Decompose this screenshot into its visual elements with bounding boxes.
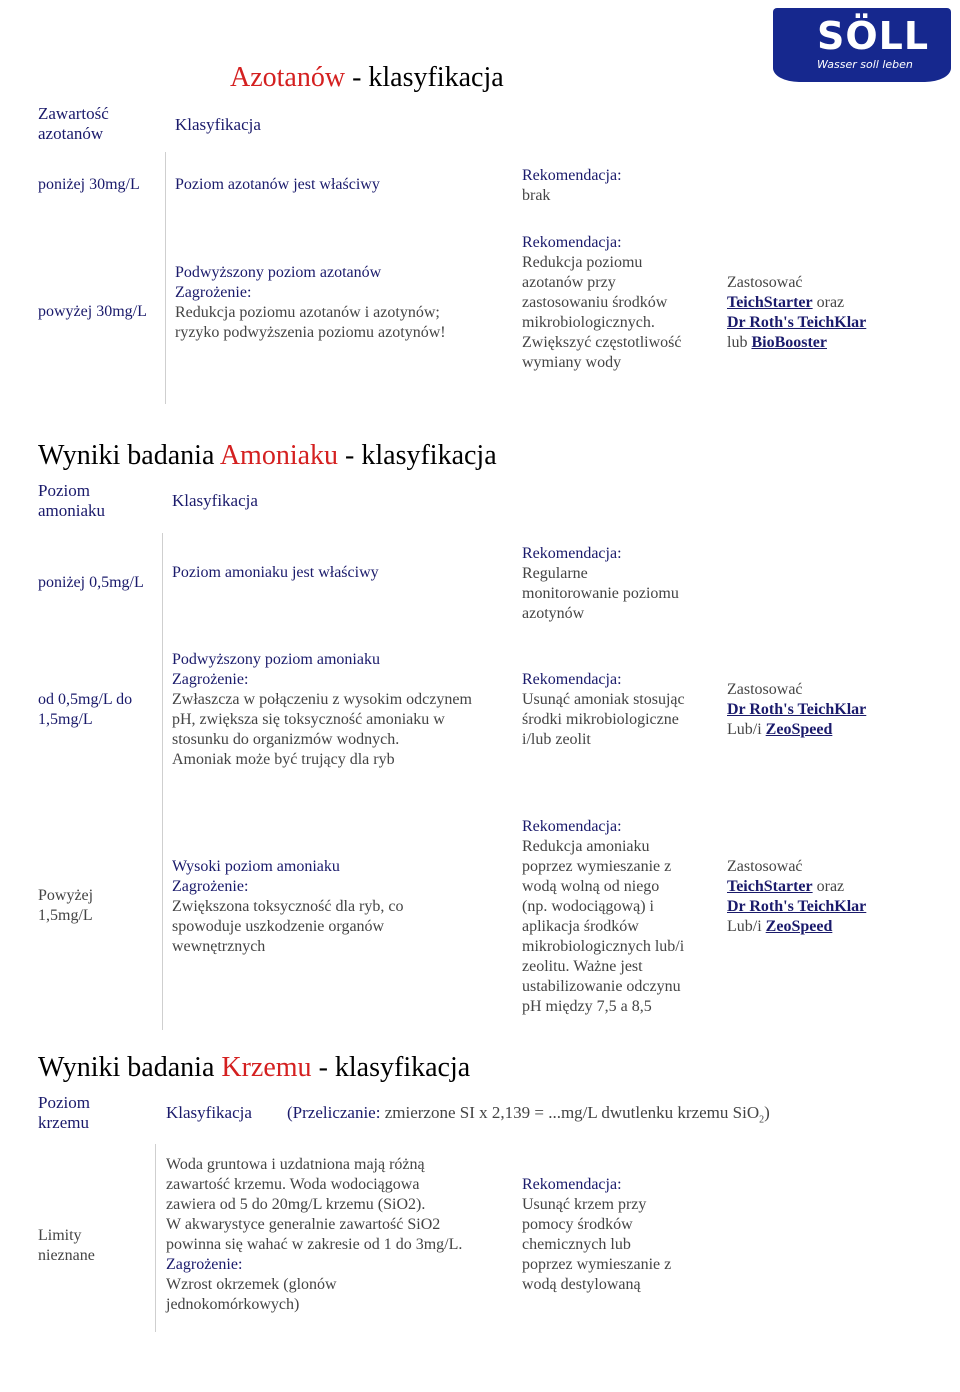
ammonia-row3-products: Zastosować TeichStarter oraz Dr Roth's TeichKlar Lub/i ZeoSpeed	[727, 858, 867, 935]
ammonia-divider	[162, 533, 163, 1030]
nitrate-row2-rec: Rekomendacja: Redukcja poziomu azotanów przy zastosowaniu środków mikrobiologicznych. Zwiększyć częstotliwość wymiany wody	[522, 234, 682, 371]
nitrate-divider	[165, 152, 166, 404]
nitrate-row1-class: Poziom azotanów jest właściwy	[175, 176, 380, 193]
rec-label: Rekomendacja:	[522, 234, 622, 251]
product-link-teichklar[interactable]: Dr Roth's TeichKlar	[727, 898, 867, 915]
nitrate-row2-products: Zastosować TeichStarter oraz Dr Roth's TeichKlar lub BioBooster	[727, 274, 867, 351]
silicon-row-rec: Rekomendacja: Usunąć krzem przy pomocy środków chemicznych lub poprzez wymieszanie z wodą destylowaną	[522, 1176, 672, 1293]
ammonia-row3-class: Wysoki poziom amoniaku Zagrożenie: Zwiększona toksyczność dla ryb, co spowoduje uszkodzenie organów wewnętrznych	[172, 858, 404, 955]
ammonia-row1-level: poniżej 0,5mg/L	[38, 574, 144, 591]
ammonia-row3-level: Powyżej 1,5mg/L	[38, 887, 94, 924]
logo-text: SÖLL	[817, 14, 930, 58]
ammonia-row2-products: Zastosować Dr Roth's TeichKlar Lub/i ZeoSpeed	[727, 681, 867, 738]
silicon-title: Wyniki badania Krzemu - klasyfikacja	[38, 1052, 471, 1083]
product-link-zeospeed[interactable]: ZeoSpeed	[765, 918, 833, 935]
silicon-col-level: Poziom krzemu	[38, 1093, 90, 1132]
ammonia-row3-rec: Rekomendacja: Redukcja amoniaku poprzez wymieszanie z wodą wolną od niego (np. wodociągową) i aplikacja środków mikrobiologicznych lub/i zeolitu. Ważne jest ustabilizowanie odczynu pH między 7,5 a 8,5	[522, 818, 685, 1015]
product-link-teichstarter[interactable]: TeichStarter	[727, 294, 813, 311]
nitrate-title	[230, 62, 504, 94]
product-link-teichklar[interactable]: Dr Roth's TeichKlar	[727, 314, 867, 331]
product-link-biobooster[interactable]: BioBooster	[751, 334, 827, 351]
ammonia-col-level: Poziom amoniaku	[38, 481, 106, 520]
rec-label: Rekomendacja:	[522, 167, 622, 184]
silicon-conversion: (Przeliczanie: zmierzone SI x 2,139 = ...mg/L dwutlenku krzemu SiO$_2$)	[287, 1103, 770, 1126]
logo-tagline: Wasser soll leben	[817, 58, 913, 71]
nitrate-row1-rec: Rekomendacja: brak	[522, 167, 622, 204]
silicon-divider	[155, 1144, 156, 1332]
ammonia-row2-level: od 0,5mg/L do 1,5mg/L	[38, 691, 133, 728]
nitrate-col-class: Klasyfikacja	[175, 115, 261, 134]
silicon-row-level: Limity nieznane	[38, 1227, 95, 1264]
nitrate-title-rest: - klasyfikacja	[345, 62, 504, 93]
rec-label: Rekomendacja:	[522, 545, 622, 562]
product-link-zeospeed[interactable]: ZeoSpeed	[765, 721, 833, 738]
ammonia-title: Wyniki badania Amoniaku - klasyfikacja	[38, 440, 497, 471]
nitrate-row1-level: poniżej 30mg/L	[38, 176, 140, 193]
silicon-col-class: Klasyfikacja	[166, 1103, 252, 1122]
product-link-teichklar[interactable]: Dr Roth's TeichKlar	[727, 701, 867, 718]
ammonia-col-class: Klasyfikacja	[172, 491, 258, 510]
nitrate-row2-class: Podwyższony poziom azotanów Zagrożenie: Redukcja poziomu azotanów i azotynów; ryzyko podwyższenia poziomu azotynów!	[175, 264, 446, 341]
ammonia-row1-rec: Rekomendacja: Regularne monitorowanie poziomu azotynów	[522, 545, 679, 622]
silicon-row-class: Woda gruntowa i uzdatniona mają różną zawartość krzemu. Woda wodociągowa zawiera od 5 do 20mg/L krzemu (SiO2). W akwarystyce generalnie zawartość SiO2 powinna się wahać w zakresie od 1 do 3mg/L. Zagrożenie: Wzrost okrzemek (glonów jednokomórkowych)	[166, 1156, 463, 1313]
rec-label: Rekomendacja:	[522, 1176, 622, 1193]
nitrate-col-content: Zawartość azotanów	[38, 104, 109, 143]
nitrate-row2-level: powyżej 30mg/L	[38, 303, 147, 320]
ammonia-row2-class: Podwyższony poziom amoniaku Zagrożenie: Zwłaszcza w połączeniu z wysokim odczynem pH, zwiększa się toksyczność amoniaku w stosunku do organizmów wodnych. Amoniak może być trujący dla ryb	[172, 651, 472, 768]
product-link-teichstarter[interactable]: TeichStarter	[727, 878, 813, 895]
rec-label: Rekomendacja:	[522, 818, 622, 835]
soll-logo	[773, 8, 951, 82]
rec-label: Rekomendacja:	[522, 671, 622, 688]
ammonia-row2-rec: Rekomendacja: Usunąć amoniak stosując środki mikrobiologiczne i/lub zeolit	[522, 671, 685, 748]
ammonia-row1-class: Poziom amoniaku jest właściwy	[172, 564, 379, 581]
nitrate-title-red: Azotanów	[230, 62, 346, 93]
